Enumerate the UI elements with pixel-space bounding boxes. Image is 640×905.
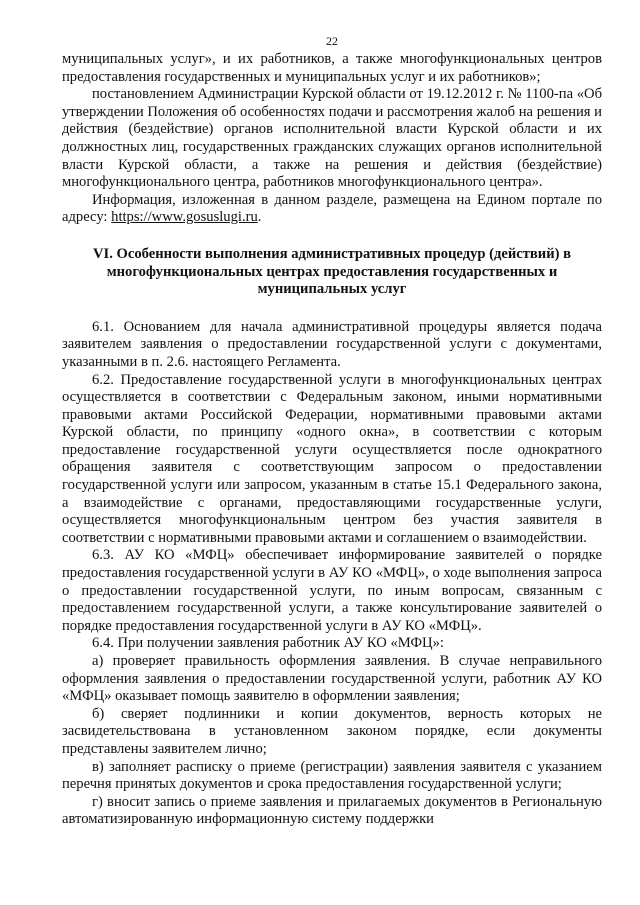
list-item-g: г) вносит запись о приеме заявления и прилагаемых документов в Региональную автоматизированную информационную систему поддержки — [62, 793, 602, 828]
list-item-a: а) проверяет правильность оформления заявления. В случае неправильного оформления заявления о предоставлении государственной услуги, работник АУ КО «МФЦ» оказывает помощь заявителю в оформлении заявления; — [62, 653, 602, 705]
paragraph-continuation: муниципальных услуг», и их работников, а также многофункциональных центров предоставления государственных и муниципальных услуг и их работников»; — [62, 51, 602, 85]
gosuslugi-link[interactable]: https://www.gosuslugi.ru — [111, 209, 258, 226]
paragraph-portal-info — [62, 192, 602, 227]
page-number: 22 — [326, 34, 338, 48]
list-item-v: в) заполняет расписку о приеме (регистрации) заявления заявителя с указанием перечня принятых документов и срока предоставления государственной услуги; — [62, 758, 602, 793]
paragraph-6-2: 6.2. Предоставление государственной услуги в многофункциональных центрах осуществляется в соответствии с Федеральным законом, иными нормативными правовыми актами Российской Федерации, нормативными правовыми актами Курской области, по принципу «одного окна», в соответствии с которым предоставление государственной услуги осуществляется после однократного обращения заявителя с соответствующим запросом о предоставлении государственной услуги или запросом, указанным в статье 15.1 Федерального закона, а взаимодействие с органами, предоставляющими государственные услуги, осуществляется многофункциональным центром без участия заявителя в соответствии с нормативными правовыми актами и соглашением о взаимодействии. — [62, 371, 602, 546]
paragraph-6-1: 6.1. Основанием для начала административной процедуры является подача заявителем заявления о предоставлении государственной услуги с документами, указанными в п. 2.6. настоящего Регламента. — [62, 318, 602, 370]
paragraph-6-4: 6.4. При получении заявления работник АУ КО «МФЦ»: — [92, 635, 444, 652]
section-title: VI. Особенности выполнения административных процедур (действий) в многофункциональных центрах предоставления государственных и муниципальных услуг — [93, 245, 571, 298]
paragraph-6-3: 6.3. АУ КО «МФЦ» обеспечивает информирование заявителей о порядке предоставления государственной услуги в АУ КО «МФЦ», о ходе выполнения запроса о предоставлении государственной услуги, по иным вопросам, связанным с предоставлением государственной услуги, а также консультирование заявителей о порядке предоставления государственной услуги в АУ КО «МФЦ». — [62, 547, 602, 634]
portal-info-text: Информация, изложенная в данном разделе, размещена на Едином портале по адресу: — [62, 191, 602, 226]
paragraph-resolution-1100: постановлением Администрации Курской области от 19.12.2012 г. № 1100-па «Об утверждении Положения об особенностях подачи и рассмотрения жалоб на решения и действия (бездействие) органов исполнительной власти Курской области и их должностных лиц, государственных гражданских служащих органов исполнительной власти Курской области, а также на решения и действия (бездействие) многофункционального центра, работников многофункционального центра». — [62, 86, 602, 191]
list-item-b: б) сверяет подлинники и копии документов, верность которых не засвидетельствована в установленном законом порядке, если документы представлены заявителем лично; — [62, 705, 602, 757]
portal-info-end: . — [257, 209, 262, 226]
